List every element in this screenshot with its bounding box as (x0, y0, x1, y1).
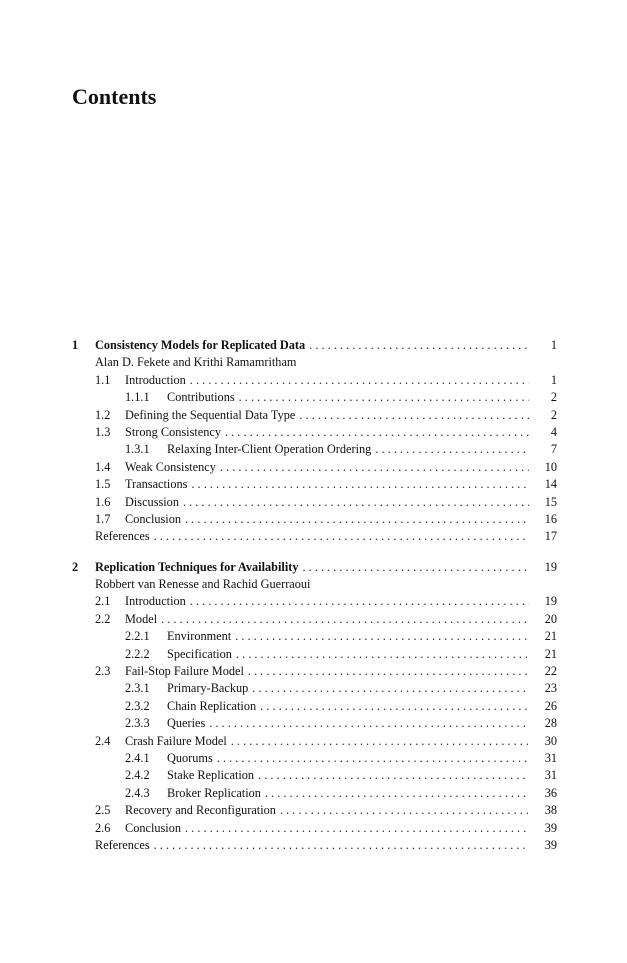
entry-title: Introduction (125, 594, 186, 609)
entry-number: 1.7 (95, 511, 111, 526)
leader-dots (220, 459, 529, 476)
entry-title: Environment (167, 629, 232, 644)
entry-title: Conclusion (125, 820, 182, 835)
leader-dots (309, 337, 529, 354)
entry-text (95, 528, 529, 545)
entry-text (125, 611, 529, 628)
toc-chapter[interactable] (72, 337, 557, 354)
entry-text (125, 424, 529, 441)
entry-number: 2.4.2 (125, 768, 150, 783)
entry-text (167, 680, 529, 697)
entry-title: Model (125, 611, 158, 626)
toc-section[interactable] (72, 459, 557, 476)
leader-dots (183, 494, 529, 511)
entry-number: 1.3.1 (125, 442, 150, 457)
entry-page: 2 (550, 407, 557, 422)
entry-number: 2.3.1 (125, 681, 150, 696)
entry-number: 2.3.2 (125, 698, 150, 713)
entry-page: 31 (544, 768, 557, 783)
entry-page: 30 (544, 733, 557, 748)
chapter-authors-row (72, 354, 557, 371)
entry-number: 2.5 (95, 803, 111, 818)
entry-number: 2.3 (95, 664, 111, 679)
chapter-authors: Robbert van Renesse and Rachid Guerraoui (95, 577, 311, 592)
entry-page: 23 (544, 681, 557, 696)
toc-section[interactable] (72, 407, 557, 424)
entry-title: Fail-Stop Failure Model (125, 664, 244, 679)
entry-page: 28 (544, 716, 557, 731)
entry-page: 19 (544, 594, 557, 609)
entry-page: 10 (544, 459, 557, 474)
entry-page: 15 (544, 494, 557, 509)
leader-dots (231, 733, 529, 750)
toc-section[interactable] (72, 476, 557, 493)
toc-section[interactable] (72, 611, 557, 628)
entry-text (125, 802, 529, 819)
entry-number: 1.6 (95, 494, 111, 509)
entry-text (167, 785, 529, 802)
page-title: Contents (72, 84, 157, 109)
entry-number: 2.4.3 (125, 785, 150, 800)
entry-text (125, 663, 529, 680)
entry-page: 2 (550, 390, 557, 405)
table-of-contents (72, 337, 557, 854)
entry-text (167, 646, 529, 663)
entry-page: 20 (544, 611, 557, 626)
entry-text (167, 389, 529, 406)
toc-subsection[interactable] (72, 646, 557, 663)
leader-dots (185, 511, 529, 528)
entry-title: References (95, 837, 150, 852)
entry-number: 2.6 (95, 820, 111, 835)
toc-references[interactable] (72, 837, 557, 854)
entry-text (167, 698, 529, 715)
entry-text (125, 459, 529, 476)
entry-text (125, 476, 529, 493)
entry-title: Introduction (125, 372, 186, 387)
entry-number: 2 (72, 559, 79, 574)
entry-title: Contributions (167, 390, 235, 405)
entry-page: 17 (544, 529, 557, 544)
toc-section[interactable] (72, 820, 557, 837)
entry-page: 4 (550, 424, 557, 439)
entry-text (125, 511, 529, 528)
entry-page: 7 (550, 442, 557, 457)
toc-section[interactable] (72, 424, 557, 441)
entry-title: Quorums (167, 750, 213, 765)
toc-references[interactable] (72, 528, 557, 545)
toc-subsection[interactable] (72, 389, 557, 406)
entry-title: Conclusion (125, 511, 182, 526)
leader-dots (303, 559, 530, 576)
entry-text (125, 820, 529, 837)
entry-text (125, 407, 529, 424)
toc-subsection[interactable] (72, 715, 557, 732)
entry-page: 26 (544, 698, 557, 713)
leader-dots (209, 715, 529, 732)
entry-text (125, 733, 529, 750)
entry-text (125, 494, 529, 511)
toc-section[interactable] (72, 733, 557, 750)
chapter-authors: Alan D. Fekete and Krithi Ramamritham (95, 355, 297, 370)
entry-page: 1 (550, 372, 557, 387)
entry-title: References (95, 529, 150, 544)
entry-number: 1 (72, 338, 79, 352)
leader-dots (154, 528, 529, 545)
leader-dots (225, 424, 529, 441)
toc-subsection[interactable] (72, 767, 557, 784)
entry-title: Defining the Sequential Data Type (125, 407, 296, 422)
entry-title: Discussion (125, 494, 179, 509)
entry-text (95, 837, 529, 854)
entry-text (167, 715, 529, 732)
entry-page: 22 (544, 664, 557, 679)
entry-text (167, 750, 529, 767)
entry-title: Recovery and Reconfiguration (125, 803, 276, 818)
toc-section[interactable] (72, 593, 557, 610)
leader-dots (236, 646, 529, 663)
leader-dots (252, 680, 529, 697)
toc-section[interactable] (72, 663, 557, 680)
toc-subsection[interactable] (72, 680, 557, 697)
entry-title: Stake Replication (167, 768, 255, 783)
entry-number: 1.2 (95, 407, 111, 422)
entry-title: Broker Replication (167, 785, 261, 800)
entry-title: Relaxing Inter-Client Operation Ordering (167, 442, 372, 457)
entry-title: Consistency Models for Replicated Data (95, 338, 306, 352)
toc-subsection[interactable] (72, 785, 557, 802)
leader-dots (239, 389, 529, 406)
entry-number: 2.2.2 (125, 646, 150, 661)
entry-number: 1.1.1 (125, 390, 150, 405)
entry-title: Strong Consistency (125, 424, 221, 439)
entry-text (167, 628, 529, 645)
entry-page: 21 (544, 629, 557, 644)
leader-dots (190, 372, 529, 389)
entry-text (167, 767, 529, 784)
entry-number: 2.4 (95, 733, 111, 748)
entry-page: 36 (544, 785, 557, 800)
entry-number: 2.1 (95, 594, 111, 609)
entry-page: 21 (544, 646, 557, 661)
toc-subsection[interactable] (72, 698, 557, 715)
chapter-authors-row (72, 576, 557, 593)
leader-dots (260, 698, 529, 715)
entry-page: 14 (544, 477, 557, 492)
entry-title: Primary-Backup (167, 681, 249, 696)
leader-dots (280, 802, 529, 819)
entry-title: Chain Replication (167, 698, 257, 713)
entry-text (125, 593, 529, 610)
toc-section[interactable] (72, 494, 557, 511)
entry-page: 38 (544, 803, 557, 818)
toc-section[interactable] (72, 511, 557, 528)
entry-page: 39 (544, 820, 557, 835)
entry-number: 1.5 (95, 477, 111, 492)
entry-number: 2.3.3 (125, 716, 150, 731)
entry-number: 2.2.1 (125, 629, 150, 644)
leader-dots (235, 628, 529, 645)
toc-section[interactable] (72, 802, 557, 819)
entry-page: 31 (544, 750, 557, 765)
leader-dots (217, 750, 529, 767)
leader-dots (154, 837, 529, 854)
entry-title: Crash Failure Model (125, 733, 227, 748)
leader-dots (258, 767, 529, 784)
entry-title: Specification (167, 646, 232, 661)
entry-text (95, 337, 529, 354)
leader-dots (191, 476, 529, 493)
entry-number: 2.2 (95, 611, 111, 626)
entry-number: 1.3 (95, 424, 111, 439)
toc-section[interactable] (72, 372, 557, 389)
entry-text (95, 559, 529, 576)
entry-page: 16 (544, 511, 557, 526)
toc-subsection[interactable] (72, 628, 557, 645)
toc-subsection[interactable] (72, 750, 557, 767)
entry-page: 39 (544, 837, 557, 852)
entry-title: Weak Consistency (125, 459, 216, 474)
leader-dots (375, 441, 529, 458)
entry-number: 1.1 (95, 372, 111, 387)
entry-number: 2.4.1 (125, 750, 150, 765)
entry-title: Queries (167, 716, 206, 731)
toc-subsection[interactable] (72, 441, 557, 458)
entry-page: 19 (544, 559, 557, 574)
entry-text (167, 441, 529, 458)
leader-dots (248, 663, 529, 680)
entry-number: 1.4 (95, 459, 111, 474)
leader-dots (185, 820, 529, 837)
entry-title: Replication Techniques for Availability (95, 559, 299, 574)
entry-text (125, 372, 529, 389)
leader-dots (161, 611, 529, 628)
leader-dots (190, 593, 529, 610)
entry-title: Transactions (125, 477, 188, 492)
leader-dots (265, 785, 529, 802)
leader-dots (299, 407, 529, 424)
entry-page: 1 (550, 338, 557, 352)
toc-chapter[interactable] (72, 559, 557, 576)
